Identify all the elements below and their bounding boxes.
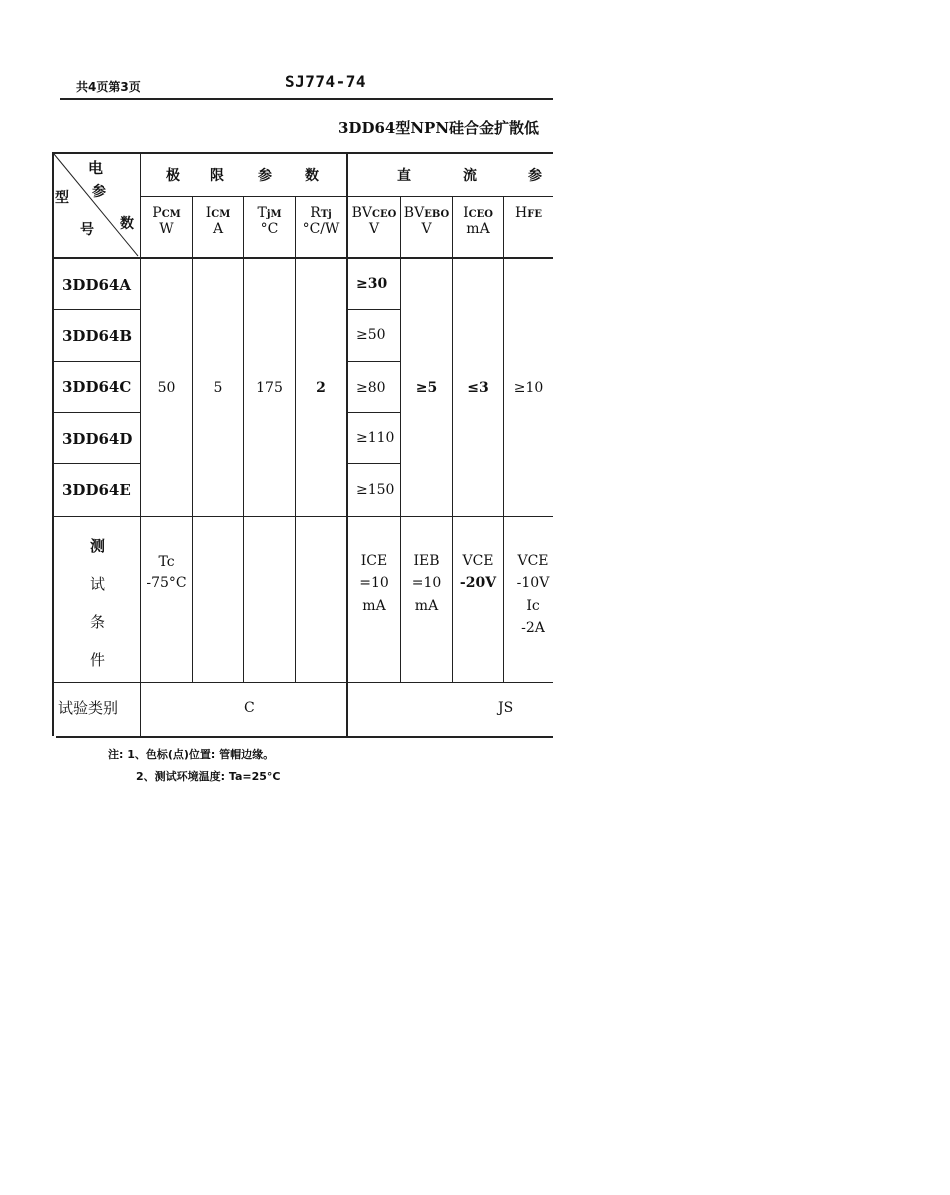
value-bvceo: ≥80 [356,380,386,396]
bvceo-line-d [348,463,400,464]
test-bottom-line [52,682,553,683]
standard-code: SJ774-74 [285,72,367,91]
test-category-label: 试验类别 [58,699,119,717]
test-cond-pcm [141,552,192,594]
bvceo-line-b [348,361,400,362]
value-bvceo: ≥50 [356,327,386,343]
param-bvceo-sub: CEO [372,209,397,220]
group-dc-3: 参 [528,168,542,184]
param-bvceo-unit: V [368,221,380,238]
test-label-char: 件 [90,651,106,669]
group-dc-2: 流 [463,168,477,184]
param-tjm-symbol: T [257,205,267,221]
test-label-char: 测 [90,537,106,555]
value-rtj: 2 [316,380,326,396]
param-tjm-unit: °C [260,221,279,238]
test-label-char: 条 [90,613,106,631]
row-line-d [52,463,140,464]
page-info: 共4页第3页 [76,80,141,94]
param-hfe [504,205,553,221]
param-rtj-unit: °C/W [302,221,340,238]
model-name: 3DD64C [62,378,132,396]
test-cond-bvceo-line: mA [362,597,386,614]
test-cond-bvceo-line: ICE [360,553,388,569]
param-bvebo-sub: EBO [424,209,450,220]
param-rtj-sub: Tj [320,209,332,220]
value-tjm: 175 [256,380,283,396]
row-line-c [52,412,140,413]
param-tjm [244,205,295,237]
model-name: 3DD64E [62,481,131,499]
model-name: 3DD64B [62,327,133,345]
test-cond-pcm-line: -75°C [146,575,187,591]
group-limit-2: 限 [210,168,224,184]
param-bvebo-symbol: BV [403,205,425,221]
table-title: 3DD64型NPN硅合金扩散低 [338,119,540,137]
group-dc-1: 直 [397,168,411,184]
param-pcm-sub: CM [161,209,181,220]
col-line-tjm [295,196,296,682]
value-bvceo: ≥150 [356,482,395,498]
param-rtj-symbol: R [310,205,321,221]
bvceo-line-a [348,309,400,310]
note-2: 2、测试环境温度: Ta=25°C [136,770,281,783]
test-cond-pcm-line: Tc [158,554,175,570]
col-line-pcm [192,196,193,682]
group-limit-1: 极 [166,168,180,184]
test-cond-bvebo [401,550,452,617]
test-cond-hfe-line: -10V [516,575,550,592]
test-cond-bvceo [348,550,400,617]
test-category-dc: JS [498,700,514,716]
corner-top: 电 [88,159,104,177]
note-1: 注: 1、色标(点)位置: 管帽边缘。 [108,748,275,761]
value-bvceo: ≥110 [356,430,395,446]
group-limit-4: 数 [305,168,319,184]
param-rtj [296,205,346,237]
header-rule [60,98,553,100]
param-pcm-symbol: P [152,205,162,221]
col-line-group [346,152,348,736]
corner-top2: 参 [92,184,106,200]
test-cond-bvebo-line: =10 [411,575,442,592]
value-hfe: ≥10 [513,380,544,396]
value-iceo: ≤3 [467,380,489,396]
param-bvceo [348,205,400,237]
param-icm-sub: CM [211,209,231,220]
test-category-limit: C [244,700,255,716]
test-cond-hfe-line: -2A [521,620,545,637]
test-cond-hfe-line: Ic [526,597,540,614]
corner-right: 数 [120,216,134,232]
param-pcm [141,205,192,237]
param-iceo [453,205,503,237]
test-cond-bvceo-line: =10 [359,575,389,592]
test-cond-hfe [504,550,562,640]
param-icm-symbol: I [205,205,212,221]
model-name: 3DD64A [62,276,131,294]
param-iceo-symbol: I [463,205,469,221]
group-limit-3: 参 [258,168,272,184]
value-pcm: 50 [157,380,176,396]
row-line-b [52,361,140,362]
test-cond-iceo-line: VCE [462,553,494,569]
param-tjm-sub: jM [266,209,282,220]
table-bottom-border [56,736,553,738]
param-bvceo-symbol: BV [351,205,373,221]
row-line-a [52,309,140,310]
col-line-icm [243,196,244,682]
corner-left2: 号 [80,222,94,238]
col-line-model [140,152,141,736]
model-name: 3DD64D [62,430,133,448]
param-bvebo-unit: V [421,221,432,238]
corner-left1: 型 [55,190,69,206]
param-icm [193,205,243,237]
value-bvebo: ≥5 [415,380,438,396]
param-hfe-symbol: H [515,205,528,221]
test-cond-bvebo-line: IEB [413,553,440,569]
test-cond-iceo-line: -20V [459,575,497,592]
param-icm-unit: A [212,221,224,238]
param-bvebo [401,205,452,237]
param-iceo-unit: mA [466,221,490,238]
test-cond-iceo [453,550,503,595]
value-icm: 5 [213,380,223,396]
param-pcm-unit: W [159,221,174,238]
col-line-bvebo [452,196,453,682]
param-iceo-sub: CEO [468,209,493,220]
value-bvceo: ≥30 [356,276,388,292]
models-bottom-line [52,516,553,517]
bvceo-line-c [348,412,400,413]
param-hfe-sub: FE [527,209,542,220]
test-cond-bvebo-line: mA [414,597,439,614]
test-label-char: 试 [90,575,106,593]
test-cond-hfe-line: VCE [517,553,549,569]
